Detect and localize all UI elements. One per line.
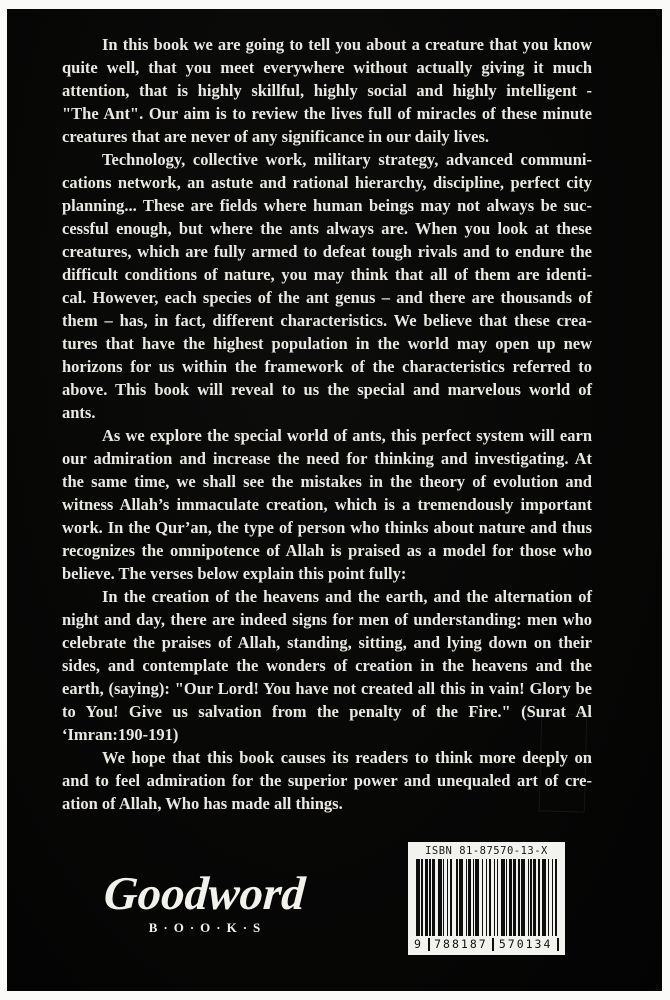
barcode-bar [421,859,422,936]
barcode-bar [513,859,516,936]
text-line: believe. The verses below explain this point fully: [62,564,407,583]
text-line: work. In the Qur’an, the type of person who thinks about nature and thus [62,518,592,537]
barcode-bar [425,859,428,936]
text-line: them – has, in fact, different characteristics. We believe that these crea- [62,311,592,330]
text-line: attention, that is highly skillful, highly social and highly intelligent - [62,81,592,100]
text-line: the same time, we shall see the mistakes in the theory of evolution and [62,472,592,491]
text-line: We hope that this book causes its readers to think more deeply on [102,748,592,767]
text-line: to You! Give us salvation from the penalty of the Fire." (Surat Al [62,702,592,721]
barcode-bar [528,859,529,936]
paragraph [62,585,592,746]
text-line: witness Allah’s immaculate creation, which is a tremendously important [62,495,592,514]
text-line: sides, and contemplate the wonders of creation in the heavens and the [62,656,592,675]
text-line: horizons for us within the framework of the characteristics referred to [62,357,592,376]
barcode-bar [518,859,519,936]
barcode-bar [521,859,525,936]
barcode-bar [432,859,435,936]
ean-group: 788187 [434,937,488,951]
paragraph [62,33,592,148]
publisher-books-wordmark: B·O·O·K·S [148,920,267,936]
text-line: quite well, that you meet everywhere without actually giving it much [62,58,592,77]
barcode-bar [459,859,463,936]
back-cover [7,9,662,991]
text-line: planning... These are fields where human beings may not always be suc- [62,196,592,215]
barcode-guard-bar [492,938,494,951]
text-line: cations network, an astute and rational hierarchy, discipline, perfect city [62,173,592,192]
barcode-bar [447,859,448,936]
barcode-bar [489,859,492,936]
barcode [408,842,565,955]
barcode-bar [456,859,457,936]
text-line: ation of Allah, Who has made all things. [62,794,343,813]
text-line: above. This book will reveal to us the special and marvelous world of [62,380,592,399]
text-line: In this book we are going to tell you about a creature that you know [102,35,592,54]
paragraph [62,746,592,815]
text-line: our admiration and increase the need for thinking and investigating. At [62,449,592,468]
text-line: "The Ant". Our aim is to review the lives full of miracles of these minute [62,104,592,123]
barcode-bar [552,859,553,936]
text-line: cessful enough, but where the ants always are. When you look at these [62,219,592,238]
barcode-bar [509,859,512,936]
barcode-bar [416,859,420,936]
barcode-guard-bar [557,938,559,951]
publisher-name: Goodword [102,868,307,920]
barcode-bar [443,859,444,936]
text-line: tures that have the highest population in the world may open up new [62,334,592,353]
barcode-bar [506,859,507,936]
text-line: celebrate the praises of Allah, standing, sitting, and lying down on their [62,633,592,652]
text-line: recognizes the omnipotence of Allah is praised as a model for those who [62,541,592,560]
text-line: As we explore the special world of ants, this perfect system will earn [102,426,592,445]
scuff-mark [539,713,588,812]
paragraph [62,148,592,424]
text-line: Technology, collective work, military strategy, advanced communi- [102,150,592,169]
barcode-bar [530,859,531,936]
text-line: In the creation of the heavens and the earth, and the alternation of [102,587,592,606]
text-line: creatures, which are fully armed to defeat tough rivals and to endure the [62,242,592,261]
barcode-bar [429,859,430,936]
barcode-bar [548,859,549,936]
paragraph [62,424,592,585]
isbn-text: ISBN 81-87570-13-X [425,845,548,857]
barcode-bar [497,859,498,936]
barcode-bar [473,859,474,936]
text-line: and to feel admiration for the superior power and unequaled art of cre- [62,771,592,790]
text-line: difficult conditions of nature, you may think that all of them are identi- [62,265,592,284]
barcode-bar [538,859,539,936]
text-line: night and day, there are indeed signs for men of understanding: men who [62,610,592,629]
text-line: ‘Imran:190-191) [62,725,179,744]
barcode-bar [468,859,471,936]
barcode-guard-bar [428,938,430,951]
barcode-bar [494,859,495,936]
text-line: cal. However, each species of the ant genus – and there are thousands of [62,288,592,307]
barcode-bar [501,859,505,936]
barcode-bar [466,859,467,936]
text-line: earth, (saying): "Our Lord! You have not created all this in vain! Glory be [62,679,592,698]
barcode-bar [450,859,453,936]
barcode-bar [438,859,442,936]
text-line: creatures that are never of any significance in our daily lives. [62,127,489,146]
text-line: ants. [62,403,96,422]
barcode-bar [542,859,546,936]
ean-group: 9 [414,937,423,951]
goodword-logo [92,870,317,936]
barcode-bars [416,859,557,936]
barcode-bar [555,859,557,936]
ean-group: 570134 [498,937,553,951]
ean-number [413,936,560,951]
back-cover-text [62,33,592,815]
barcode-bar [486,859,487,936]
barcode-bar [475,859,479,936]
barcode-bar [533,859,536,936]
barcode-bar [482,859,483,936]
